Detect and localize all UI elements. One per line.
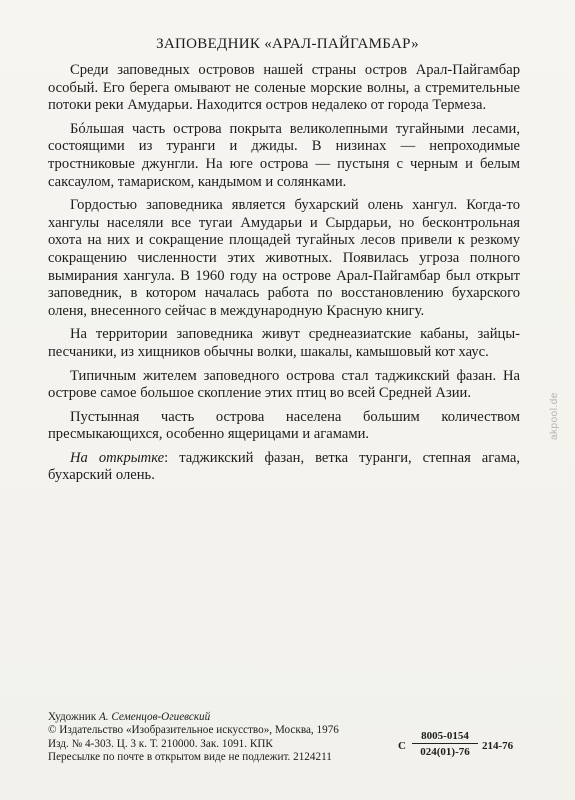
code-suffix: 214-76 [482, 740, 514, 752]
paragraph-fauna: На территории заповедника живут среднеазиатские кабаны, зайцы-песчаники, из хищников обычны волки, шакалы, камышовый кот хаус. [48, 326, 520, 360]
artist-name: А. Семенцов-Огиевский [98, 711, 211, 723]
code-prefix: С [398, 740, 406, 752]
catalog-code [398, 730, 528, 766]
artist-line [48, 711, 408, 724]
card-caption [48, 450, 520, 485]
watermark: akpool.de [549, 392, 560, 440]
publisher-line: © Издательство «Изобразительное искусство», Москва, 1976 [48, 724, 339, 737]
artist-label: Художник [48, 711, 99, 723]
page-title: ЗАПОВЕДНИК «АРАЛ-ПАЙГАМБАР» [156, 36, 419, 52]
code-numerator: 8005-0154 [412, 730, 478, 744]
paragraph-reptiles: Пустынная часть острова населена большим количеством пресмыкающихся, особенно ящерицами и агамами. [48, 408, 520, 443]
code-fraction [412, 730, 478, 758]
code-denominator: 024(01)-76 [420, 746, 470, 758]
imprint [48, 711, 408, 765]
caption-label: На открытке [70, 449, 165, 466]
article-body [48, 62, 520, 491]
paragraph-deer: Гордостью заповедника является бухарский олень хангул. Когда-то хангулы населяли все тугаи Амударьи и Сырдарьи, но бесконтрольная охота на них и сокращение площадей тугайных лесов привели к резкому сокращению численности этих животных. Появилась угроза полного вымирания хангула. В 1960 году на острове Арал-Пайгамбар был открыт заповедник, в котором началась работа по восстановлению бухарского оленя, внесенного сейчас в международную Красную книгу. [48, 197, 520, 319]
paragraph-pheasant: Типичным жителем заповедного острова стал таджикский фазан. На острове самое большое скопление этих птиц во всей Средней Азии. [48, 367, 520, 402]
caption-text: : таджикский фазан, ветка туранги, степная агама, бухарский олень. [48, 449, 520, 484]
postage-line: Пересылке по почте в открытом виде не подлежит. 2124211 [48, 751, 332, 764]
paragraph-vegetation: Бóльшая часть острова покрыта великолепными тугайными лесами, состоящими из туранги и джиды. В низинах — непроходимые тростниковые джунгли. На юге острова — пустыня с черным и белым саксаулом, тамариском, кандымом и солянками. [48, 120, 520, 190]
paragraph-intro: Среди заповедных островов нашей страны остров Арал-Пайгамбар особый. Его берега омывают не соленые морские волны, а стремительные потоки реки Амударьи. Находится остров недалеко от города Термеза. [48, 62, 520, 114]
edition-line: Изд. № 4-303. Ц. 3 к. Т. 210000. Зак. 1091. КПК [48, 737, 273, 750]
